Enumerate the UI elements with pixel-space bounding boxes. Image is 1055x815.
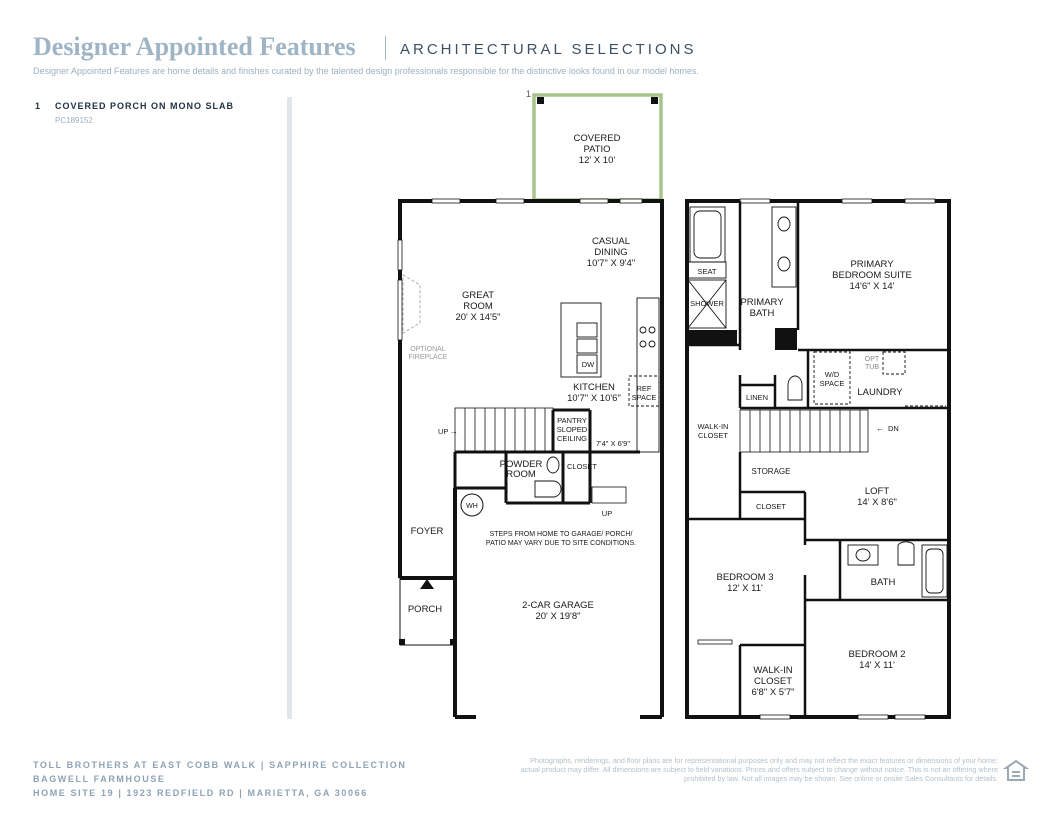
room-dimension: 14' X 11' bbox=[859, 660, 895, 671]
room-label: LOFT bbox=[864, 486, 890, 497]
room-label: CEILING bbox=[556, 434, 588, 443]
room-dimension: 10'7" X 9'4" bbox=[586, 258, 636, 269]
room-label: SLOPED bbox=[556, 425, 588, 434]
garage-steps bbox=[592, 487, 626, 503]
room-dimension: 14'6" X 14' bbox=[849, 281, 895, 292]
room-label: CLOSET bbox=[566, 462, 598, 471]
room-dimension: 12' X 10' bbox=[578, 155, 616, 166]
room-label: SHOWER bbox=[690, 299, 724, 308]
room-label: TUB bbox=[865, 364, 879, 371]
room-label: BATH bbox=[749, 308, 775, 319]
patio-post bbox=[537, 97, 544, 104]
room-dimension: 20' X 14'5" bbox=[455, 312, 501, 323]
room-dimension: 10'7" X 10'6" bbox=[567, 393, 621, 404]
room-label: OPTIONAL bbox=[410, 346, 446, 353]
stairs-main bbox=[455, 408, 553, 452]
room-label: BEDROOM 3 bbox=[716, 572, 774, 583]
room-label: W/D bbox=[824, 370, 840, 379]
note-text: PATIO MAY VARY DUE TO SITE CONDITIONS. bbox=[485, 540, 637, 547]
room-dimension: 14' X 8'6" bbox=[857, 497, 897, 508]
room-label: WALK-IN bbox=[753, 665, 793, 676]
room-label: BATH bbox=[870, 577, 896, 588]
appliance-label: DW bbox=[581, 360, 595, 369]
room-label: WALK-IN bbox=[697, 422, 729, 431]
room-label: LAUNDRY bbox=[857, 387, 903, 398]
room-label: CLOSET bbox=[753, 676, 793, 687]
room-label: PATIO bbox=[583, 144, 611, 155]
room-dimension: 6'8" X 5'7" bbox=[751, 687, 795, 698]
footer-address: HOME SITE 19 | 1923 REDFIELD RD | MARIETTA, GA 30066 bbox=[33, 788, 368, 798]
appliance-label: WH bbox=[466, 503, 478, 510]
stairs-upper bbox=[740, 410, 868, 452]
porch-post bbox=[450, 639, 456, 645]
footer-model: BAGWELL FARMHOUSE bbox=[33, 774, 166, 784]
appliance-label: SPACE bbox=[631, 393, 657, 402]
bath2-fixtures bbox=[848, 542, 947, 597]
footer-community: TOLL BROTHERS AT EAST COBB WALK | SAPPHIRE COLLECTION bbox=[33, 760, 407, 770]
room-label: CLOSET bbox=[697, 431, 729, 440]
porch-post bbox=[399, 639, 405, 645]
room-label: SEAT bbox=[697, 267, 717, 276]
windows bbox=[398, 199, 642, 340]
room-label: DINING bbox=[594, 247, 628, 258]
room-dimension: 20' X 19'8" bbox=[535, 611, 581, 622]
stair-label: UP bbox=[438, 427, 449, 436]
callout-number: 1 bbox=[526, 89, 532, 99]
room-label: ROOM bbox=[463, 301, 493, 312]
room-label: PRIMARY bbox=[740, 297, 784, 308]
interior-walls bbox=[455, 410, 640, 503]
room-label: FIREPLACE bbox=[408, 354, 448, 361]
wall-block bbox=[687, 330, 737, 344]
appliance-label: REF bbox=[636, 384, 652, 393]
stair-arrow: ← bbox=[876, 424, 884, 433]
feature-number: 1 bbox=[35, 101, 41, 111]
note-text: STEPS FROM HOME TO GARAGE/ PORCH/ bbox=[489, 531, 633, 538]
intro-text: Designer Appointed Features are home details and finishes curated by the talented design professionals responsible for the distinctive looks found in our model homes. bbox=[33, 66, 699, 76]
room-label: OPT bbox=[864, 356, 880, 363]
disclaimer-text: Photographs, renderings, and floor plans are for representational purposes only and may not reflect the exact features or dimensions of your home; actual product may differ. All dimensions are subject to field variations. Prices and offers subject to change without notice. This is not an offering where prohibited by law. Not all images may be shown. See online or onsite Sales Consultants for details. bbox=[520, 756, 998, 783]
room-label: ROOM bbox=[506, 469, 536, 480]
equal-housing-icon bbox=[1003, 758, 1029, 784]
room-label: CASUAL bbox=[591, 236, 631, 247]
room-label: POWDER bbox=[499, 459, 543, 470]
room-label: FOYER bbox=[410, 526, 444, 537]
entry-arrow bbox=[420, 579, 434, 589]
room-label: CLOSET bbox=[755, 502, 787, 511]
room-label: BEDROOM SUITE bbox=[832, 270, 912, 281]
room-dimension: 7'4" X 6'9" bbox=[595, 439, 631, 448]
patio-post bbox=[651, 97, 658, 104]
room-label: LINEN bbox=[745, 393, 769, 402]
room-label: UP bbox=[601, 509, 613, 518]
page-title: Designer Appointed Features bbox=[33, 32, 356, 61]
room-label: STORAGE bbox=[751, 467, 791, 476]
room-label: PRIMARY bbox=[850, 259, 894, 270]
feature-name[interactable]: COVERED PORCH ON MONO SLAB bbox=[55, 101, 235, 111]
room-label: KITCHEN bbox=[573, 382, 615, 393]
stair-arrow: → bbox=[450, 427, 458, 436]
room-label: GREAT bbox=[461, 290, 495, 301]
stair-label: DN bbox=[888, 424, 899, 433]
room-label: PANTRY bbox=[557, 416, 587, 425]
fireplace-outline bbox=[403, 275, 420, 333]
room-label: PORCH bbox=[407, 604, 443, 615]
room-label: 2-CAR GARAGE bbox=[522, 600, 594, 611]
room-label: BEDROOM 2 bbox=[848, 649, 906, 660]
room-dimension: 12' X 11' bbox=[727, 583, 763, 594]
room-label: COVERED bbox=[573, 133, 621, 144]
room-label: SPACE bbox=[819, 379, 845, 388]
page-subtitle: ARCHITECTURAL SELECTIONS bbox=[400, 41, 697, 58]
wall-block bbox=[775, 328, 797, 350]
feature-code: PC189152 bbox=[55, 116, 93, 125]
